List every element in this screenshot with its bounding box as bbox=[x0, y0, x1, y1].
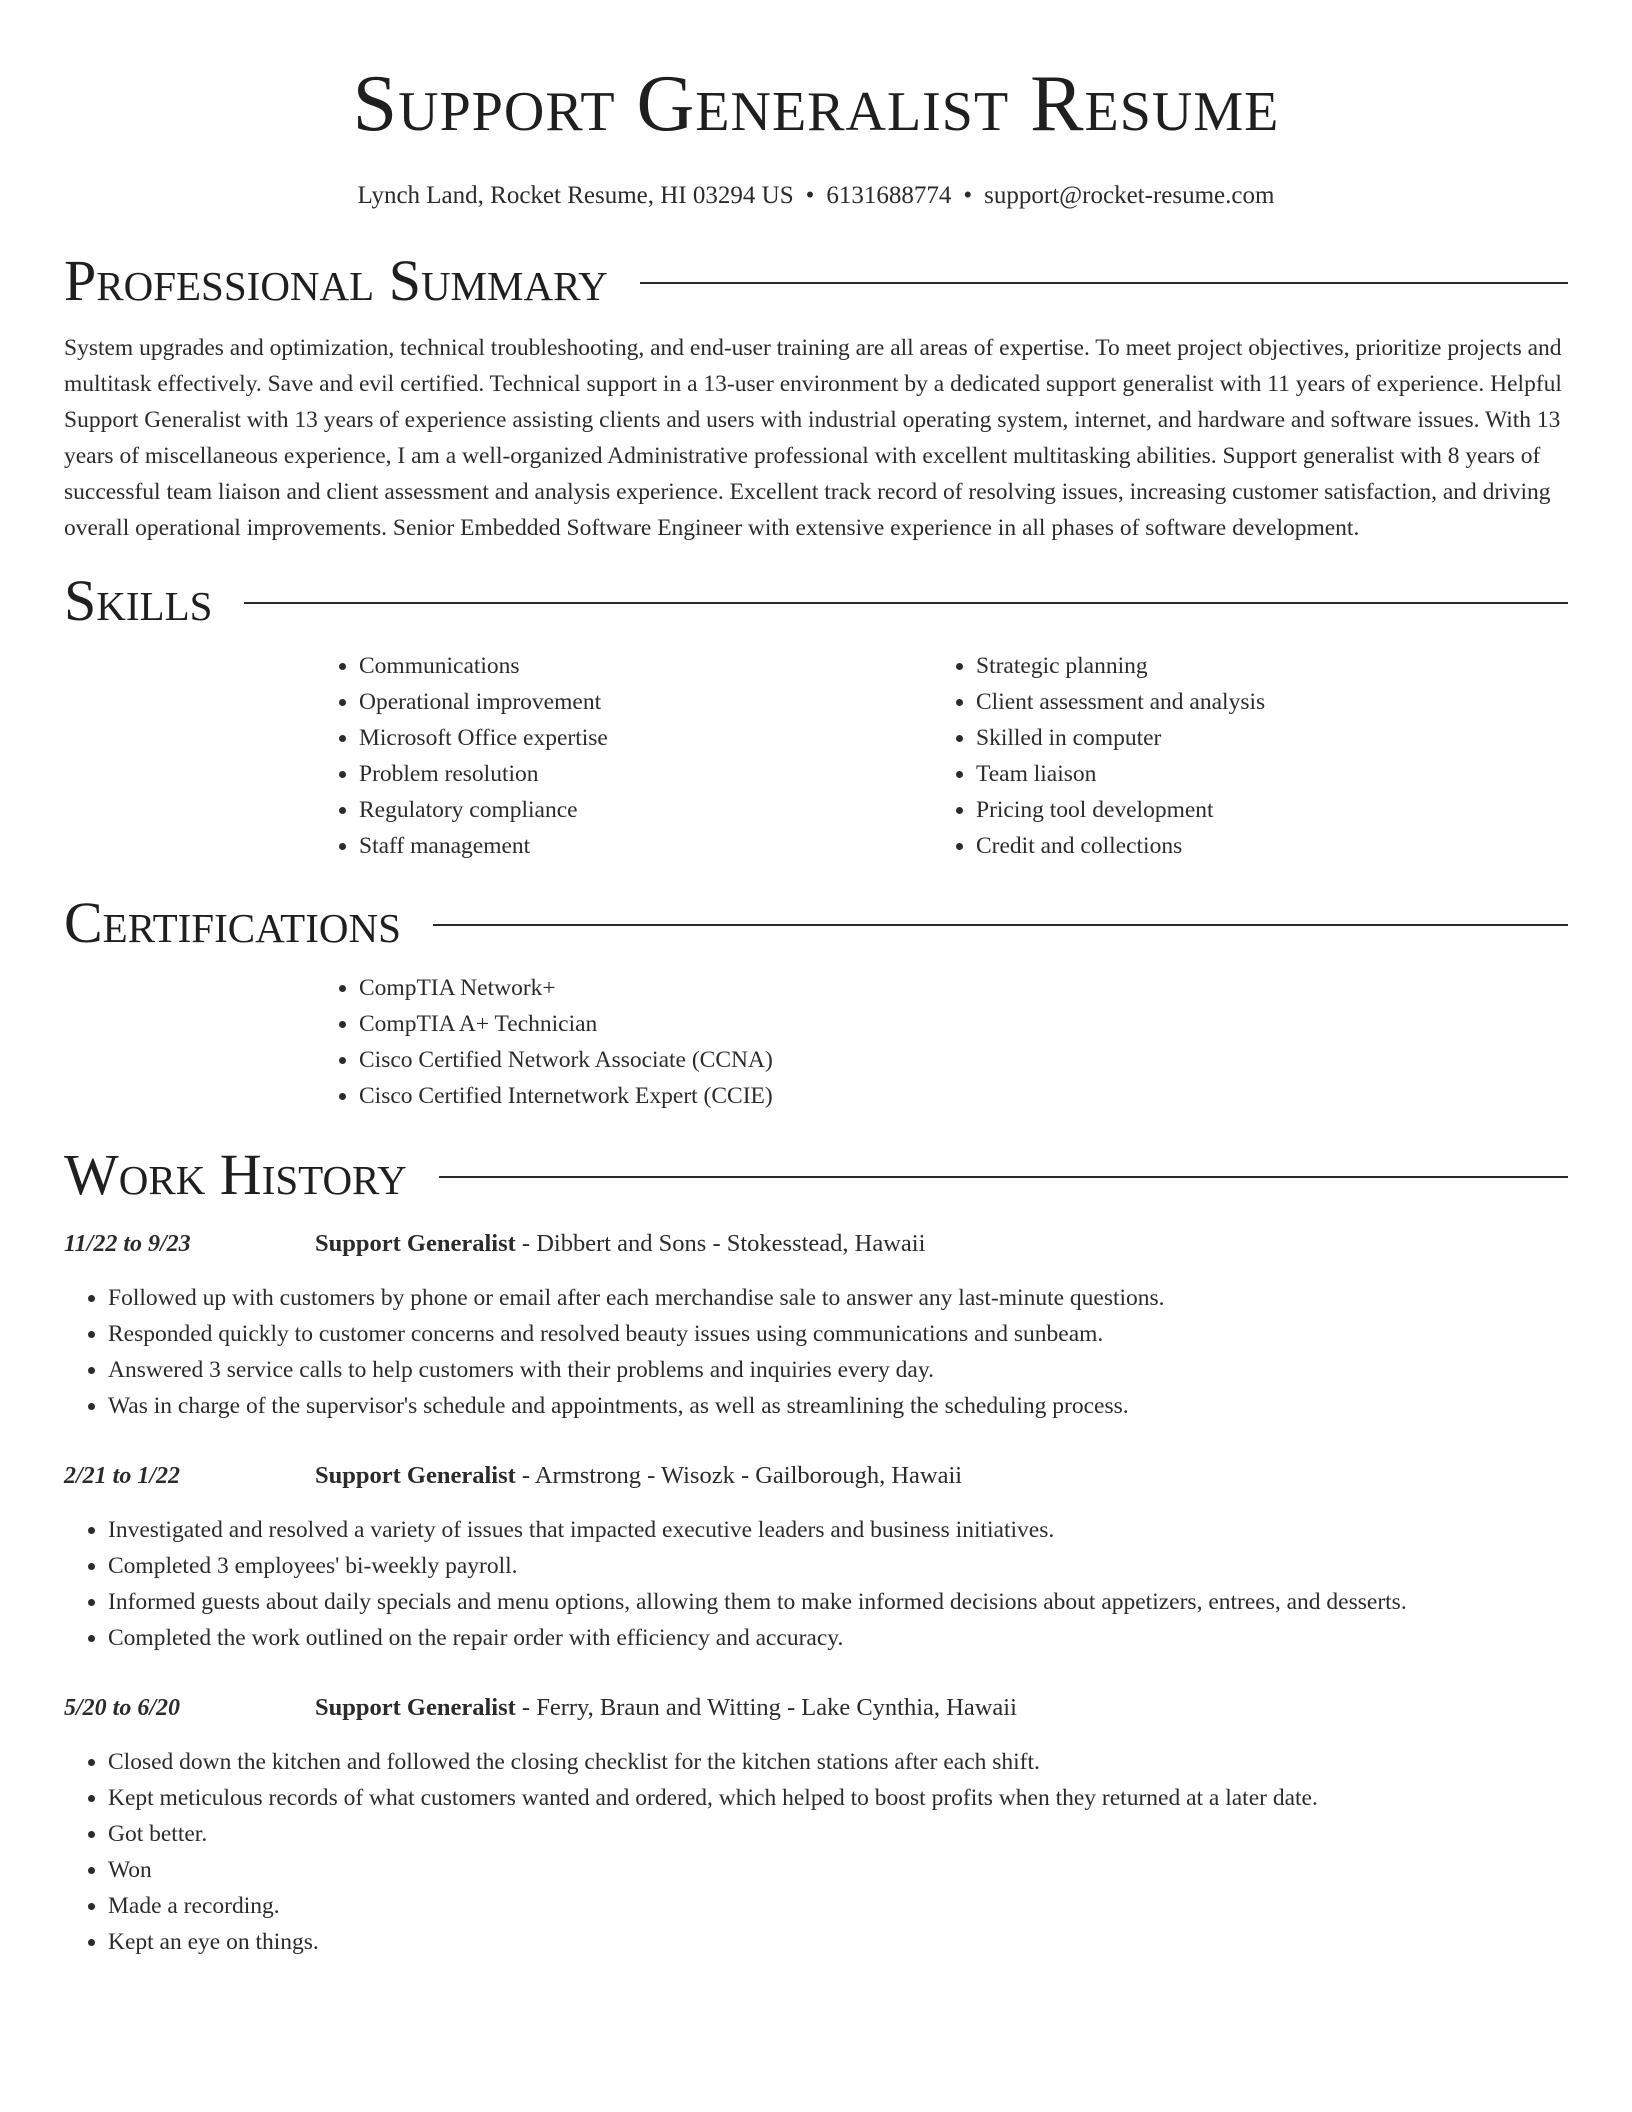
contact-address: Lynch Land, Rocket Resume, HI 03294 US bbox=[357, 182, 794, 209]
job-dates: 11/22 to 9/23 bbox=[64, 1231, 191, 1257]
job-bullet: • Kept meticulous records of what customers wanted and ordered, which helped to boost profits when they returned at a later date. bbox=[108, 1780, 1568, 1816]
job-bullet: • Investigated and resolved a variety of issues that impacted executive leaders and business initiatives. bbox=[108, 1512, 1568, 1548]
job-title: Support Generalist bbox=[315, 1462, 516, 1489]
certification-item: • CompTIA Network+ bbox=[359, 970, 1568, 1006]
certification-item: • CompTIA A+ Technician bbox=[359, 1006, 1568, 1042]
skill-item: • Credit and collections bbox=[976, 828, 1549, 864]
job-header bbox=[64, 1690, 1568, 1726]
job-header bbox=[64, 1226, 1568, 1262]
section-divider bbox=[439, 1176, 1568, 1178]
certification-item: • Cisco Certified Network Associate (CCNA) bbox=[359, 1042, 1568, 1078]
job-employer: - Ferry, Braun and Witting - Lake Cynthia, Hawaii bbox=[515, 1694, 1017, 1721]
job-bullet: • Answered 3 service calls to help customers with their problems and inquiries every day. bbox=[108, 1352, 1568, 1388]
skill-item: • Communications bbox=[359, 648, 932, 684]
resume-page bbox=[64, 0, 1568, 1960]
summary-heading: Professional Summary bbox=[64, 248, 608, 313]
job-bullet: • Won bbox=[108, 1852, 1568, 1888]
skill-item: • Problem resolution bbox=[359, 756, 932, 792]
contact-phone: 6131688774 bbox=[826, 182, 952, 209]
section-divider bbox=[640, 282, 1568, 284]
skill-item: • Operational improvement bbox=[359, 684, 932, 720]
job-bullet: • Followed up with customers by phone or email after each merchandise sale to answer any last-minute questions. bbox=[108, 1280, 1568, 1316]
job-dates: 5/20 to 6/20 bbox=[64, 1695, 181, 1721]
job-bullet: • Got better. bbox=[108, 1816, 1568, 1852]
summary-section-header bbox=[64, 248, 1568, 313]
job-bullet: • Completed 3 employees' bi-weekly payroll. bbox=[108, 1548, 1568, 1584]
certifications-block bbox=[315, 970, 1568, 1114]
skills-grid bbox=[315, 648, 1568, 864]
contact-separator: • bbox=[963, 182, 973, 209]
job-bullet: • Was in charge of the supervisor's schedule and appointments, as well as streamlining the scheduling process. bbox=[108, 1388, 1568, 1424]
skill-item: • Staff management bbox=[359, 828, 932, 864]
job-title: Support Generalist bbox=[315, 1230, 516, 1257]
job-title: Support Generalist bbox=[315, 1694, 516, 1721]
job-header bbox=[64, 1458, 1568, 1494]
skill-item: • Regulatory compliance bbox=[359, 792, 932, 828]
skill-item: • Strategic planning bbox=[976, 648, 1549, 684]
job-bullets bbox=[64, 1512, 1568, 1656]
job-entry bbox=[64, 1226, 1568, 1424]
skill-item: • Client assessment and analysis bbox=[976, 684, 1549, 720]
contact-email: support@rocket-resume.com bbox=[984, 182, 1275, 209]
job-bullet: • Closed down the kitchen and followed the closing checklist for the kitchen stations after each shift. bbox=[108, 1744, 1568, 1780]
work-section-header bbox=[64, 1142, 1568, 1207]
job-bullets bbox=[64, 1744, 1568, 1960]
job-employer: - Armstrong - Wisozk - Gailborough, Hawaii bbox=[515, 1462, 963, 1489]
section-divider bbox=[244, 602, 1568, 604]
skills-heading: Skills bbox=[64, 568, 213, 633]
job-bullets bbox=[64, 1280, 1568, 1424]
resume-title: Support Generalist Resume bbox=[352, 60, 1280, 148]
job-bullet: • Kept an eye on things. bbox=[108, 1924, 1568, 1960]
job-bullet: • Responded quickly to customer concerns and resolved beauty issues using communications and sunbeam. bbox=[108, 1316, 1568, 1352]
job-bullet: • Made a recording. bbox=[108, 1888, 1568, 1924]
skills-column-left bbox=[315, 648, 932, 864]
skill-item: • Team liaison bbox=[976, 756, 1549, 792]
job-dates: 2/21 to 1/22 bbox=[64, 1463, 181, 1489]
contact-separator: • bbox=[805, 182, 815, 209]
certifications-section-header bbox=[64, 890, 1568, 955]
skills-list-right bbox=[932, 648, 1549, 864]
section-divider bbox=[433, 924, 1568, 926]
contact-line bbox=[64, 182, 1568, 210]
job-entry bbox=[64, 1690, 1568, 1960]
job-bullet: • Completed the work outlined on the repair order with efficiency and accuracy. bbox=[108, 1620, 1568, 1656]
job-entry bbox=[64, 1458, 1568, 1656]
work-heading: Work History bbox=[64, 1142, 407, 1207]
skills-column-right bbox=[932, 648, 1549, 864]
job-employer: - Dibbert and Sons - Stokesstead, Hawaii bbox=[515, 1230, 926, 1257]
skills-list-left bbox=[315, 648, 932, 864]
summary-text: System upgrades and optimization, technical troubleshooting, and end-user training are all areas of expertise. To meet project objectives, prioritize projects and multitask effectively. Save and evil certified. Technical support in a 13-user environment by a dedicated support generalist with 11 years of experience. Helpful Support Generalist with 13 years of experience assisting clients and users with industrial operating system, internet, and hardware and software issues. With 13 years of miscellaneous experience, I am a well-organized Administrative professional with excellent multitasking abilities. Support generalist with 8 years of successful team liaison and client assessment and analysis experience. Excellent track record of resolving issues, increasing customer satisfaction, and driving overall operational improvements. Senior Embedded Software Engineer with extensive experience in all phases of software development. bbox=[64, 335, 1562, 541]
skill-item: • Microsoft Office expertise bbox=[359, 720, 932, 756]
certification-item: • Cisco Certified Internetwork Expert (CCIE) bbox=[359, 1078, 1568, 1114]
skill-item: • Skilled in computer bbox=[976, 720, 1549, 756]
skill-item: • Pricing tool development bbox=[976, 792, 1549, 828]
job-bullet: • Informed guests about daily specials and menu options, allowing them to make informed decisions about appetizers, entrees, and desserts. bbox=[108, 1584, 1568, 1620]
certifications-list bbox=[315, 970, 1568, 1114]
skills-section-header bbox=[64, 568, 1568, 633]
certifications-heading: Certifications bbox=[64, 890, 401, 955]
